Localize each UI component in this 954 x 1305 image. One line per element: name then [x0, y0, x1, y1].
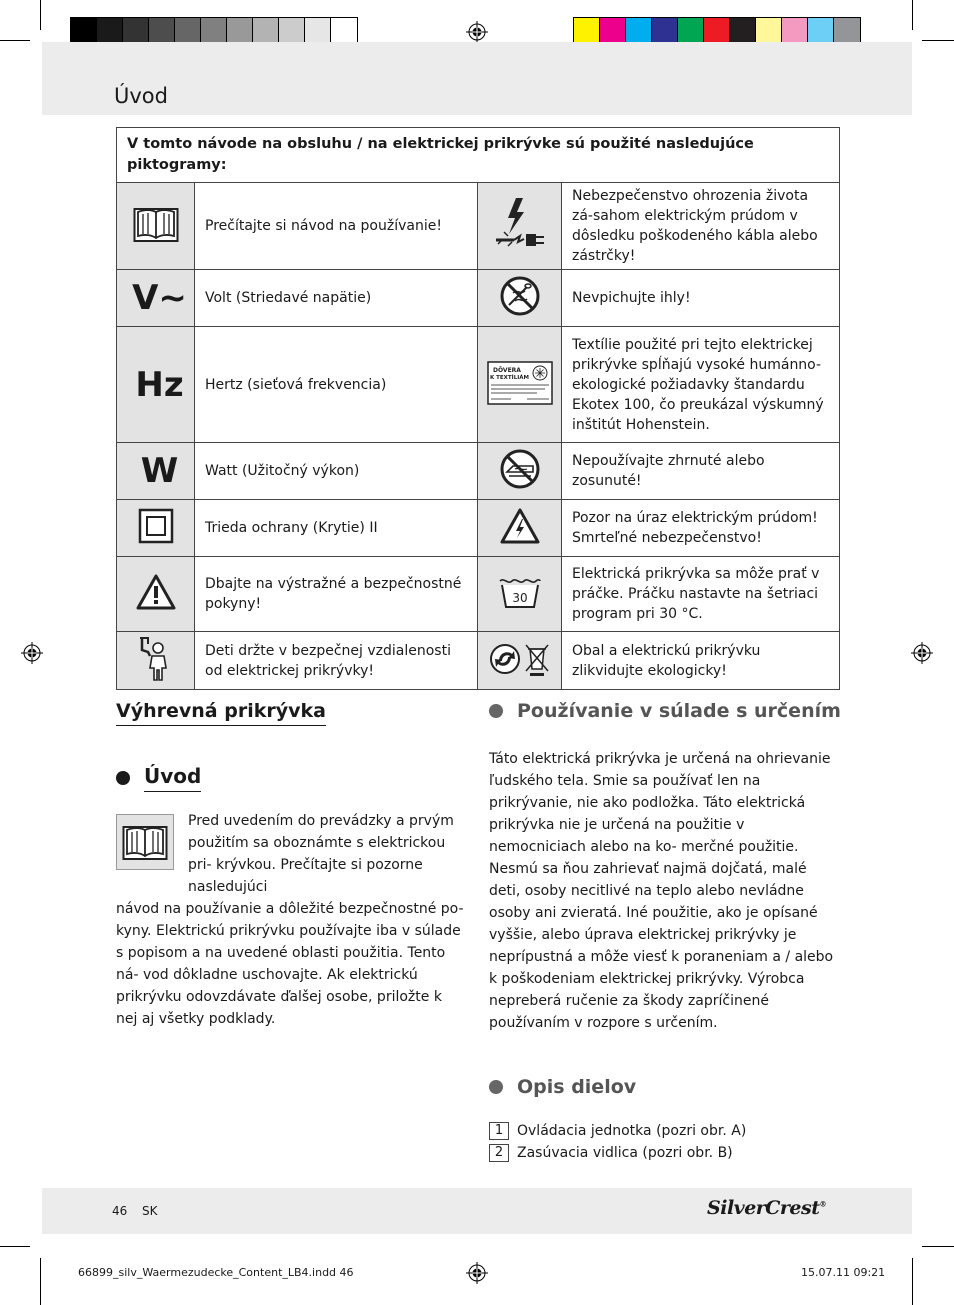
- pictogram-table: [116, 127, 840, 690]
- part-number: 1: [489, 1122, 509, 1140]
- electric-shock-warning-icon: [499, 507, 541, 545]
- crop-mark: [0, 40, 30, 41]
- recycle-disposal-icon: [490, 641, 550, 677]
- usage-text: Táto elektrická prikrývka je určená na ohrievanie ľudského tela. Smie sa používať len na prikrývanie, nie ako podložka. Táto elektrická prikrývka nie je určená na použitie v nemocniciach alebo na ko- merčné použitie. Nesmú sa ňou zahrievať najmä dojčatá, malé deti, osoby necitlivé na teplo alebo nevládne osoby ani zvieratá. Iné použitie, ako je opísané vyššie, alebo úprava elektrickej prikrývky je neprípustná a môže viesť k poraneniam a / alebo k poškodeniam elektrickej prikrývky. Výrobca nepreberá ručenie za škody zapríčinené používaním v rozpore s určením.: [489, 751, 834, 1031]
- watt-symbol: W: [117, 443, 195, 500]
- table-cell-text: Trieda ochrany (Krytie) II: [195, 500, 478, 557]
- registration-mark-icon: [911, 642, 933, 664]
- left-column: [116, 700, 466, 1030]
- table-icon-cell: [117, 500, 195, 557]
- no-folded-use-icon: [499, 448, 541, 490]
- part-label: Ovládacia jednotka (pozri obr. A): [517, 1123, 747, 1139]
- page-number: 46: [112, 1204, 128, 1218]
- bullet-icon: [116, 771, 130, 785]
- manual-book-icon: [122, 822, 168, 862]
- warning-triangle-icon: [135, 573, 177, 611]
- intro-text-first: Pred uvedením do prevádzky a prvým použitím sa oboznámte s elektrickou pri- krývkou. Prečítajte si pozorne nasledujúci: [188, 813, 454, 895]
- oeko-label-line2: K TEXTÍLIÁM: [489, 374, 529, 381]
- table-cell-text: Textílie použité pri tejto elektrickej prikrývke spĺňajú vysoké humánno-ekologické požiadavky štandardu Ekotex 100, čo preukázal výskumný inštitút Hohenstein.: [562, 327, 840, 443]
- crop-mark: [912, 1258, 913, 1305]
- bullet-icon: [489, 704, 503, 718]
- file-info: 66899_silv_Waermezudecke_Content_LB4.indd 46: [78, 1266, 354, 1279]
- crop-mark: [912, 0, 913, 30]
- table-icon-cell: [478, 443, 562, 500]
- hertz-symbol: Hz: [117, 327, 195, 443]
- registration-mark-icon: [21, 642, 43, 664]
- table-cell-text: Obal a elektrickú prikrývku zlikvidujte ekologicky!: [562, 632, 840, 690]
- wash-temp-label: 30: [511, 591, 528, 605]
- usage-heading-text: Používanie v súlade s určením: [517, 700, 841, 722]
- table-cell-text: Volt (Striedavé napätie): [195, 270, 478, 327]
- parts-list: [489, 1120, 841, 1164]
- part-number: 2: [489, 1144, 509, 1162]
- no-needles-icon: [499, 275, 541, 317]
- brand-mark: ®: [819, 1199, 826, 1209]
- usage-heading: [489, 700, 841, 722]
- brand-logo: [707, 1197, 826, 1219]
- table-icon-cell: [117, 183, 195, 270]
- intro-text-rest: návod na používanie a dôležité bezpečnostné po- kyny. Elektrickú prikrývku používajte iba v súlade s popisom a na uvedené oblasti použitia. Tento ná- vod dôkladne uschovajte. Ak elektrickú prikrývku odovzdávate ďalšej osobe, priložte k nej aj všetky podklady.: [116, 901, 464, 1027]
- registration-mark-icon: [466, 21, 488, 43]
- protection-class-ii-icon: [138, 508, 174, 544]
- oeko-tex-label-icon: [487, 361, 553, 405]
- crop-mark: [922, 1246, 954, 1247]
- page-title: Úvod: [114, 84, 168, 108]
- table-icon-cell: [117, 632, 195, 690]
- intro-icon-box: [116, 814, 174, 870]
- bullet-icon: [489, 1080, 503, 1094]
- table-heading: V tomto návode na obsluhu / na elektrickej prikrývke sú použité nasledujúce piktogramy:: [117, 128, 840, 183]
- table-icon-cell: [478, 183, 562, 270]
- header-band: [42, 42, 912, 115]
- part-label: Zasúvacia vidlica (pozri obr. B): [517, 1145, 733, 1161]
- list-item: [489, 1120, 841, 1142]
- section-title: Výhrevná prikrývka: [116, 700, 326, 726]
- list-item: [489, 1142, 841, 1164]
- registration-mark-icon: [466, 1262, 488, 1284]
- intro-heading-text: Úvod: [144, 764, 201, 792]
- right-column: [489, 700, 841, 1164]
- damaged-cable-shock-icon: [494, 196, 546, 252]
- table-cell-text: Pozor na úraz elektrickým prúdom! Smrteľné nebezpečenstvo!: [562, 500, 840, 557]
- table-cell-text: Elektrická prikrývka sa môže prať v práčke. Práčku nastavte na šetriaci program pri 30 °C.: [562, 557, 840, 632]
- manual-book-icon: [133, 204, 179, 244]
- table-cell-text: Watt (Užitočný výkon): [195, 443, 478, 500]
- crop-mark: [922, 40, 954, 41]
- volt-symbol: V~: [117, 270, 195, 327]
- intro-block: [116, 810, 466, 898]
- table-cell-text: Nevpichujte ihly!: [562, 270, 840, 327]
- wash-30-icon: [498, 575, 542, 609]
- oeko-label-line1: DÔVERA: [492, 366, 521, 374]
- table-icon-cell: [478, 557, 562, 632]
- parts-heading-text: Opis dielov: [517, 1076, 637, 1098]
- table-icon-cell: [478, 500, 562, 557]
- table-cell-text: Deti držte v bezpečnej vzdialenosti od elektrickej prikrývky!: [195, 632, 478, 690]
- table-icon-cell: [117, 557, 195, 632]
- table-cell-text: Dbajte na výstražné a bezpečnostné pokyny!: [195, 557, 478, 632]
- crop-mark: [40, 0, 41, 30]
- child-safety-icon: [138, 636, 174, 682]
- table-cell-text: Nebezpečenstvo ohrozenia života zá-sahom elektrickým prúdom v dôsledku poškodeného kábla alebo zástrčky!: [562, 183, 840, 270]
- table-icon-cell: [478, 270, 562, 327]
- crop-mark: [40, 1258, 41, 1305]
- table-cell-text: Hertz (sieťová frekvencia): [195, 327, 478, 443]
- table-icon-cell: [478, 327, 562, 443]
- table-icon-cell: [478, 632, 562, 690]
- intro-heading: [116, 764, 466, 792]
- file-date: 15.07.11 09:21: [801, 1266, 886, 1279]
- parts-heading: [489, 1076, 841, 1098]
- language-code: SK: [142, 1204, 158, 1218]
- crop-mark: [0, 1246, 30, 1247]
- table-cell-text: Nepoužívajte zhrnuté alebo zosunuté!: [562, 443, 840, 500]
- table-cell-text: Prečítajte si návod na používanie!: [195, 183, 478, 270]
- brand-name: SilverCrest: [707, 1197, 820, 1219]
